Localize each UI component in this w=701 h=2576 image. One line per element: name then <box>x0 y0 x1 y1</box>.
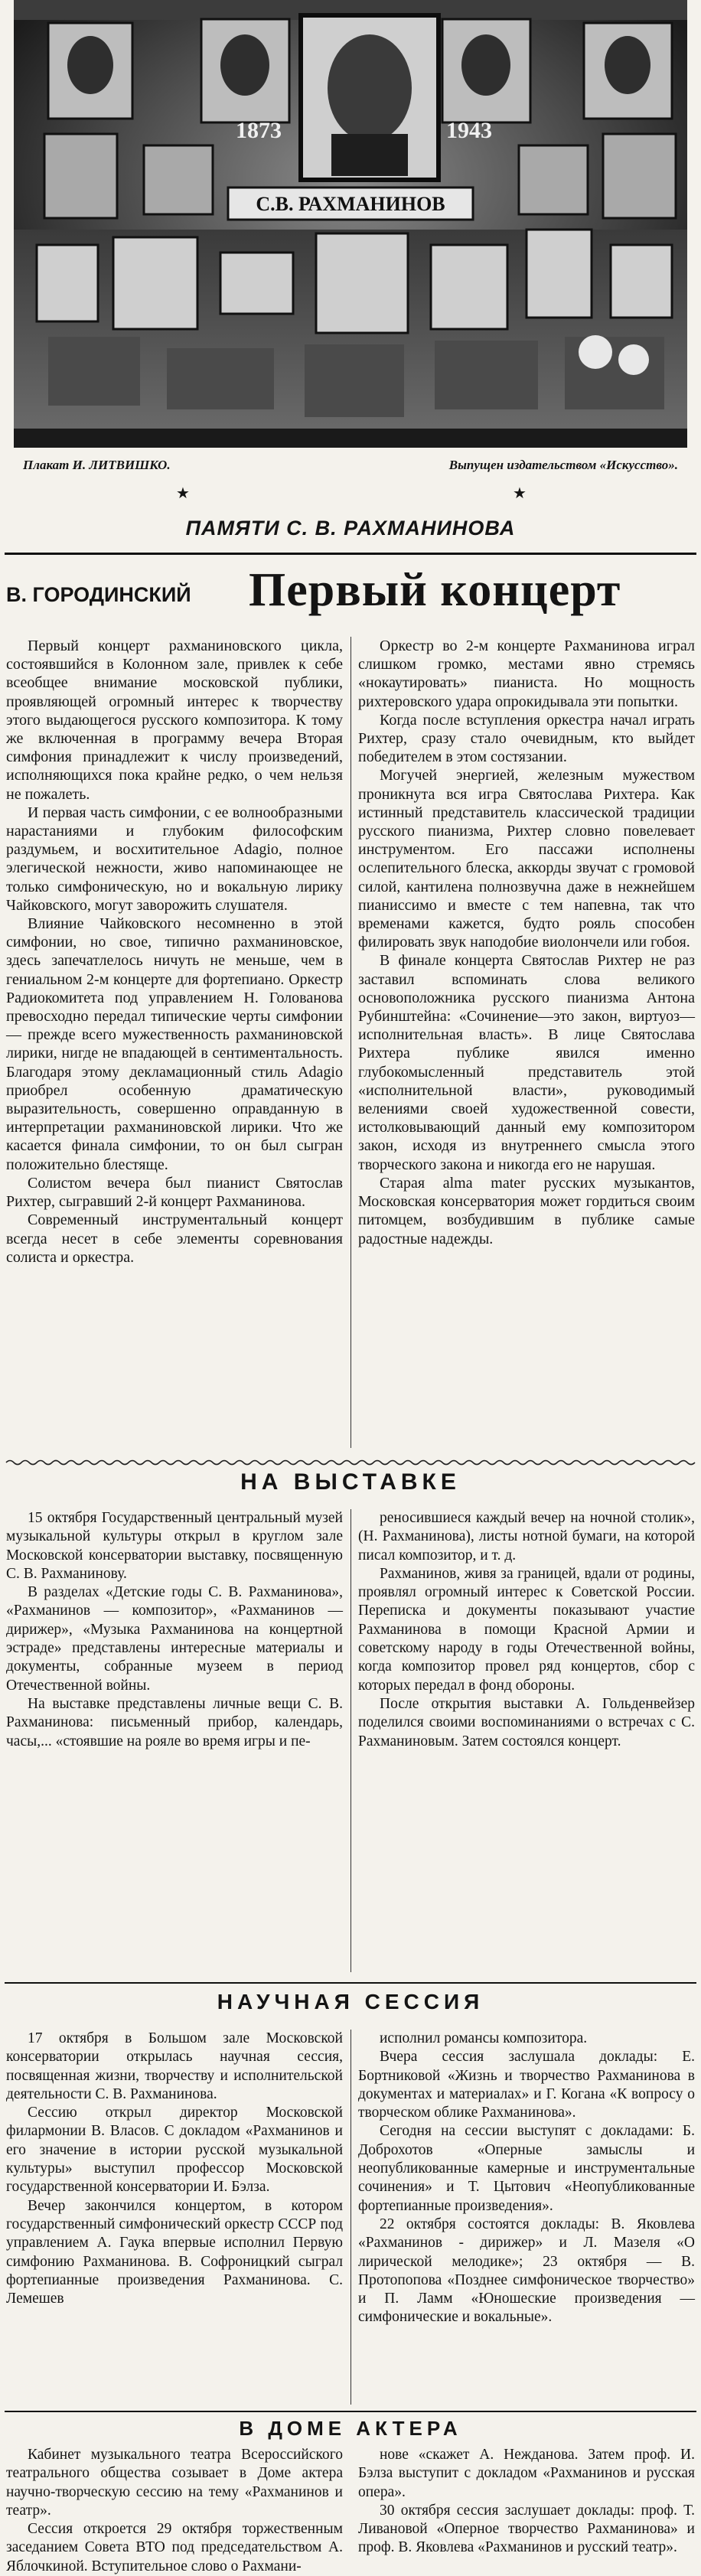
session-column-left <box>6 2030 343 2412</box>
paragraph: В финале концерта Святослав Рихтер не раз заставил вспоминать слова великого основоположника русского пианизма Антона Рубинштейна: «Сочинение—это закон, виртуоз—исполнительная власть». В лице Святослава Рихтера публике явился именно глубокомысленный представитель этой «исполнительной власти», руководимый велениями своей художественной совести, истолковывающий данный ему композитором закон, исходя из внутреннего смысла этого творческого закона и никогда его не нарушая. <box>358 952 695 1173</box>
poster-year-left: 1873 <box>236 118 282 143</box>
divider-rule <box>5 2411 696 2412</box>
paragraph: Вечер закончился концертом, в котором государственный симфонический оркестр СССР под управлением А. Гаука впервые исполнил Первую симфонию Рахманинова. В. Софроницкий сыграл фортепианные произведения Рахманинова. С. Лемешев <box>6 2197 343 2307</box>
exhibit-column-right <box>358 1509 695 1980</box>
star-icon: ★ <box>176 485 190 502</box>
poster-banner: С.В. РАХМАНИНОВ <box>256 193 445 215</box>
paragraph: Могучей энергией, железным мужеством проникнута вся игра Святослава Рихтера. Как истинный представитель классической традиции русского пианизма, Рихтер словно повелевает инструментом. Его пассажи исполнены ослепительного блеска, аккорды звучат с громовой силой, кантилена полнозвучна даже в нежнейшем пианиссимо и вместе с тем напевна, так что временами кажется, будто рояль способен филировать звук наподобие виолончели или гобоя. <box>358 767 695 951</box>
article-column-right <box>358 637 695 1454</box>
paragraph: 17 октября в Большом зале Московской консерватории открылась научная сессия, посвященная жизни, творчеству и исполнительской деятельности С. В. Рахманинова. <box>6 2030 343 2102</box>
star-divider <box>0 484 701 502</box>
paragraph: Солистом вечера был пианист Святослав Рихтер, сыгравший 2-й концерт Рахманинова. <box>6 1174 343 1211</box>
paragraph: Старая alma mater русских музыкантов, Московская консерватория может гордиться своим питомцем, возбудившим в публике самые радостные надежды. <box>358 1174 695 1247</box>
paragraph: 30 октября сессия заслушает доклады: проф. Т. Ливановой «Оперное творчество Рахманинова» и проф. В. Яковлева «Рахманинов и русский театр». <box>358 2502 695 2556</box>
session-column-right <box>358 2030 695 2412</box>
paragraph: Современный инструментальный концерт всегда несет в себе элементы соревнования солиста и оркестра. <box>6 1211 343 1266</box>
paragraph: На выставке представлены личные вещи С. В. Рахманинова: письменный прибор, календарь, часы,... «стоявшие на рояле во время игры и пе- <box>6 1695 343 1749</box>
publisher-credit: Выпущен издательством «Искусство». <box>448 458 678 472</box>
poster-illustration <box>14 0 687 448</box>
divider-rule <box>5 1982 696 1984</box>
poster-credit: Плакат И. ЛИТВИШКО. <box>23 458 171 472</box>
paragraph: Оркестр во 2-м концерте Рахманинова играл слишком громко, местами явно стремясь «нокаутировать» пианиста. Но мощность рихтеровского удара опрокидывала эти попытки. <box>358 637 695 710</box>
actor-heading: В ДОМЕ АКТЕРА <box>239 2417 462 2440</box>
paragraph: Сессия откроется 29 октября торжественным заседанием Совета ВТО под председательством А. Яблочкиной. Вступительное слово о Рахмани- <box>6 2521 343 2574</box>
poster-year-right: 1943 <box>446 118 492 143</box>
divider-rule <box>5 553 696 555</box>
paragraph: реносившиеся каждый вечер на ночной столик», (Н. Рахманинова), листы нотной бумаги, на которой писал композитор, и т. д. <box>358 1510 695 1564</box>
actor-column-left <box>6 2446 343 2574</box>
column-separator <box>350 637 351 1448</box>
wavy-divider <box>6 1459 695 1466</box>
paragraph: Рахманинов, живя за границей, вдали от родины, проявлял огромный интерес к Советской России. Переписка и документы показывают участие Рахманинова в помощи Красной Армии и советскому народу в годы Отечественной войны, когда композитор провел ряд концертов, сбор с которых передал в фонд обороны. <box>358 1565 695 1694</box>
paragraph: Сегодня на сессии выступят с докладами: Б. Доброхотов «Оперные замыслы и неопубликованные камерные и инструментальные сочинения» и Т. Цытович «Неопубликованные фортепианные произведения». <box>358 2123 695 2214</box>
paragraph: Первый концерт рахманиновского цикла, состоявшийся в Колонном зале, привлек к себе всеобщее внимание московской публики, проявляющей огромный интерес к творчеству этого выдающегося русского композитора. К тому же включенная в программу вечера Вторая симфония принадлежит к числу произведений, исполняющихся пока крайне редко, о чем нельзя не пожалеть. <box>6 637 343 803</box>
rachmaninov-poster <box>14 0 687 448</box>
section-title: ПАМЯТИ С. В. РАХМАНИНОВА <box>185 517 516 540</box>
exhibit-column-left <box>6 1509 343 1980</box>
actor-column-right <box>358 2446 695 2556</box>
paragraph: После открытия выставки А. Гольденвейзер поделился своими воспоминаниями о встречах с С. Рахманиновым. Затем состоялся концерт. <box>358 1695 695 1749</box>
star-icon: ★ <box>513 485 527 502</box>
exhibit-heading: НА ВЫСТАВКЕ <box>240 1469 461 1495</box>
paragraph: Сессию открыл директор Московской филармонии В. Власов. С докладом «Рахманинов и его значение в истории русской музыкальной культуры» выступил профессор Московской государственной консерватории И. Бэлза. <box>6 2105 343 2196</box>
paragraph: И первая часть симфонии, с ее волнообразными нарастаниями и глубоким философским раздумьем, и восхитительное Adagio, полное элегической нежности, живо напоминающее не только симфоническую, но и вокальную лирику Чайковского, могут заворожить слушателя. <box>6 804 343 914</box>
paragraph: Вчера сессия заслушала доклады: Е. Бортниковой «Жизнь и творчество Рахманинова в документах и материалах» и Г. Когана «К вопросу о творческом облике Рахманинова». <box>358 2049 695 2121</box>
paragraph: Когда после вступления оркестра начал играть Рихтер, сразу стало очевидным, кто выйдет победителем в этом состязании. <box>358 711 695 766</box>
session-heading: НАУЧНАЯ СЕССИЯ <box>217 1990 484 2014</box>
paragraph: Кабинет музыкального театра Всероссийского театрального общества созывает в Доме актера научно-творческую сессию на тему «Рахманинов и театр». <box>6 2447 343 2519</box>
article-headline: Первый концерт <box>249 564 621 616</box>
paragraph: В разделах «Детские годы С. В. Рахманинова», «Рахманинов — композитор», «Рахманинов — дирижер», «Музыка Рахманинова на концертной эстраде» представлены интересные материалы и документы, собранные музеем в период Отечественной войны. <box>6 1584 343 1694</box>
column-separator <box>350 2030 351 2405</box>
article-column-left <box>6 637 343 1454</box>
column-separator <box>350 1509 351 1972</box>
article-author: В. ГОРОДИНСКИЙ <box>6 583 191 606</box>
paragraph: нове «скажет А. Нежданова. Затем проф. И. Бэлза выступит с докладом «Рахманинов и русская опера». <box>358 2447 695 2500</box>
paragraph: Влияние Чайковского несомненно в этой симфонии, но свое, типично рахманиновское, здесь запечатлелось ничуть не меньше, чем в гениальном 2-м концерте для фортепиано. Оркестр Радиокомитета под управлением Н. Голованова превосходно передал типические черты симфонии — прежде всего мужественность рахманиновской лирики, нигде не впадающей в сентиментальность. Благодаря этому декламационный стиль Adagio приобрел особенную драматическую выразительность, совершенно оправданную в интерпретации рахманиновской лирики. Что же касается финала симфонии, то он был сыгран положительно блестяще. <box>6 915 343 1173</box>
actor-body <box>6 2446 695 2574</box>
paragraph: 22 октября состоятся доклады: В. Яковлева «Рахманинов - дирижер» и Л. Мазеля «О лирической мелодике»; 23 октября — В. Протопопова «Позднее симфоническое творчество» и П. Ламм «Юношеские произведения — симфонические и вокальные». <box>358 2216 695 2326</box>
paragraph: 15 октября Государственный центральный музей музыкальной культуры открыл в круглом зале Московской консерватории выставку, посвященную С. В. Рахманинову. <box>6 1510 343 1582</box>
paragraph: исполнил романсы композитора. <box>380 2030 588 2046</box>
